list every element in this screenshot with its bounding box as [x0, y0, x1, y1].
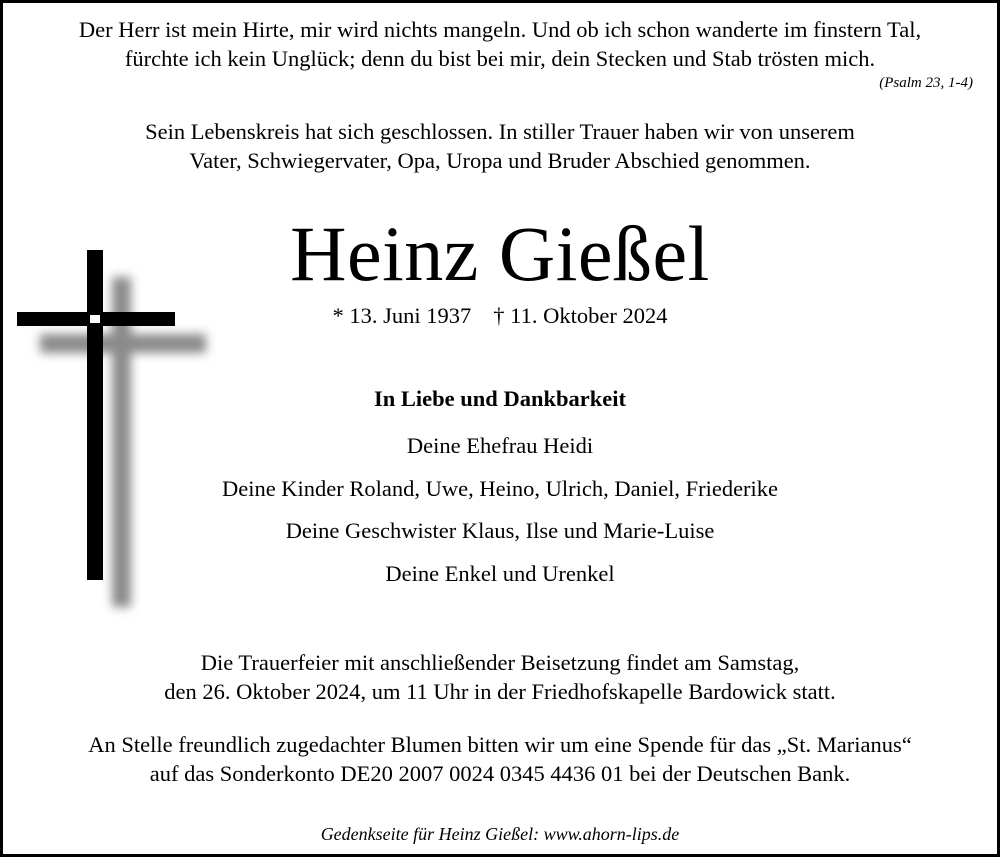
mourner-line: Deine Ehefrau Heidi	[406, 433, 594, 458]
donation-line-1: An Stelle freundlich zugedachter Blumen bitten wir um eine Spende für das „St. Marianus“	[88, 732, 912, 757]
mourner-line: Deine Enkel und Urenkel	[385, 560, 615, 586]
deceased-name: Heinz Gießel	[290, 210, 710, 297]
funeral-info	[3, 648, 997, 706]
donation-line-2: auf das Sonderkonto DE20 2007 0024 0345 4436 01 bei der Deutschen Bank.	[149, 761, 851, 786]
mourners-list	[3, 425, 997, 595]
psalm-reference: (Psalm 23, 1-4)	[879, 75, 973, 91]
funeral-line-2: den 26. Oktober 2024, um 11 Uhr in der Friedhofskapelle Bardowick statt.	[164, 679, 836, 704]
mourner-line: Deine Kinder Roland, Uwe, Heino, Ulrich, Daniel, Friederike	[221, 475, 779, 501]
funeral-line-1: Die Trauerfeier mit anschließender Beisetzung findet am Samstag,	[200, 650, 800, 675]
death-date: † 11. Oktober 2024	[493, 303, 668, 328]
birth-date: * 13. Juni 1937	[332, 303, 472, 328]
donation-info	[3, 730, 997, 788]
memorial-page-link: Gedenkseite für Heinz Gießel: www.ahorn-lips.de	[320, 824, 680, 844]
psalm-line-1: Der Herr ist mein Hirte, mir wird nichts mangeln. Und ob ich schon wanderte im finstern Tal,	[78, 17, 922, 42]
mourner-line: Deine Geschwister Klaus, Ilse und Marie-Luise	[285, 518, 715, 543]
life-dates	[3, 301, 997, 331]
mourners-heading: In Liebe und Dankbarkeit	[374, 386, 626, 411]
intro-line-1: Sein Lebenskreis hat sich geschlossen. In stiller Trauer haben wir von unserem	[145, 119, 855, 144]
psalm-line-2: fürchte ich kein Unglück; denn du bist bei mir, dein Stecken und Stab trösten mich.	[124, 46, 876, 71]
intro-line-2: Vater, Schwiegervater, Opa, Uropa und Bruder Abschied genommen.	[189, 148, 811, 173]
